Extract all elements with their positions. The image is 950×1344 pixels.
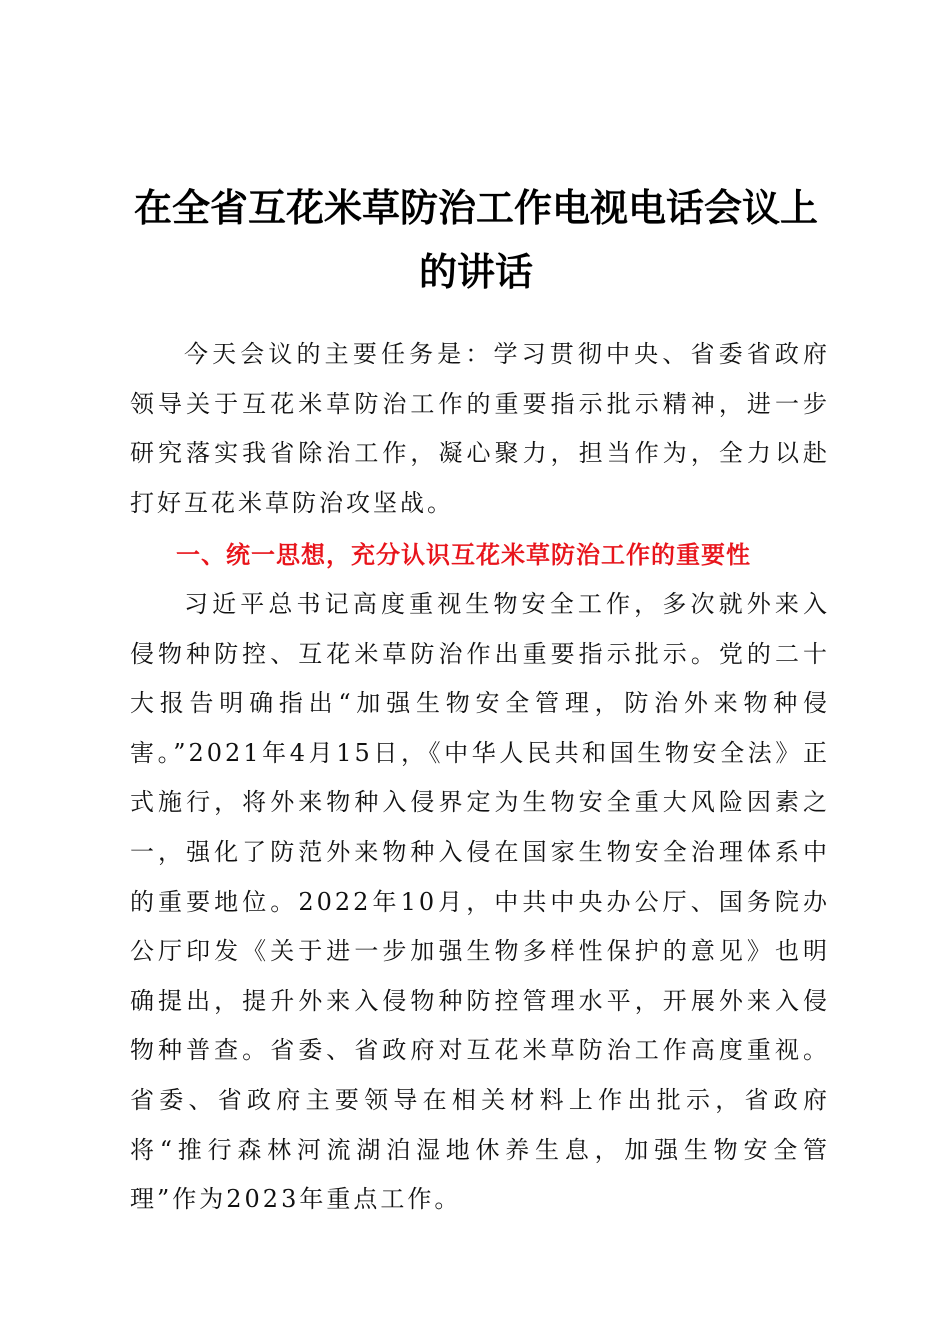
document-title: 在全省互花米草防治工作电视电话会议上的讲话 (133, 186, 818, 294)
body-paragraph: 习近平总书记高度重视生物安全工作，多次就外来入侵物种防控、互花米草防治作出重要指示批示。党的二十大报告明确指出“加强生物安全管理，防治外来物种侵害。”2021年4月15日，《中华人民共和国生物安全法》正式施行，将外来物种入侵界定为生物安全重大风险因素之一，强化了防范外来物种入侵在国家生物安全治理体系中的重要地位。2022年10月，中共中央办公厅、国务院办公厅印发《关于进一步加强生物多样性保护的意见》也明确提出，提升外来入侵物种防控管理水平，开展外来入侵物种普查。省委、省政府对互花米草防治工作高度重视。省委、省政府主要领导在相关材料上作出批示，省政府将“推行森林河流湖泊湿地休养生息，加强生物安全管理”作为2023年重点工作。 (130, 590, 830, 1214)
intro-paragraph: 今天会议的主要任务是：学习贯彻中央、省委省政府领导关于互花米草防治工作的重要指示批示精神，进一步研究落实我省除治工作，凝心聚力，担当作为，全力以赴打好互花米草防治攻坚战。 (130, 340, 830, 517)
section-heading: 一、统一思想，充分认识互花米草防治工作的重要性 (176, 541, 751, 569)
